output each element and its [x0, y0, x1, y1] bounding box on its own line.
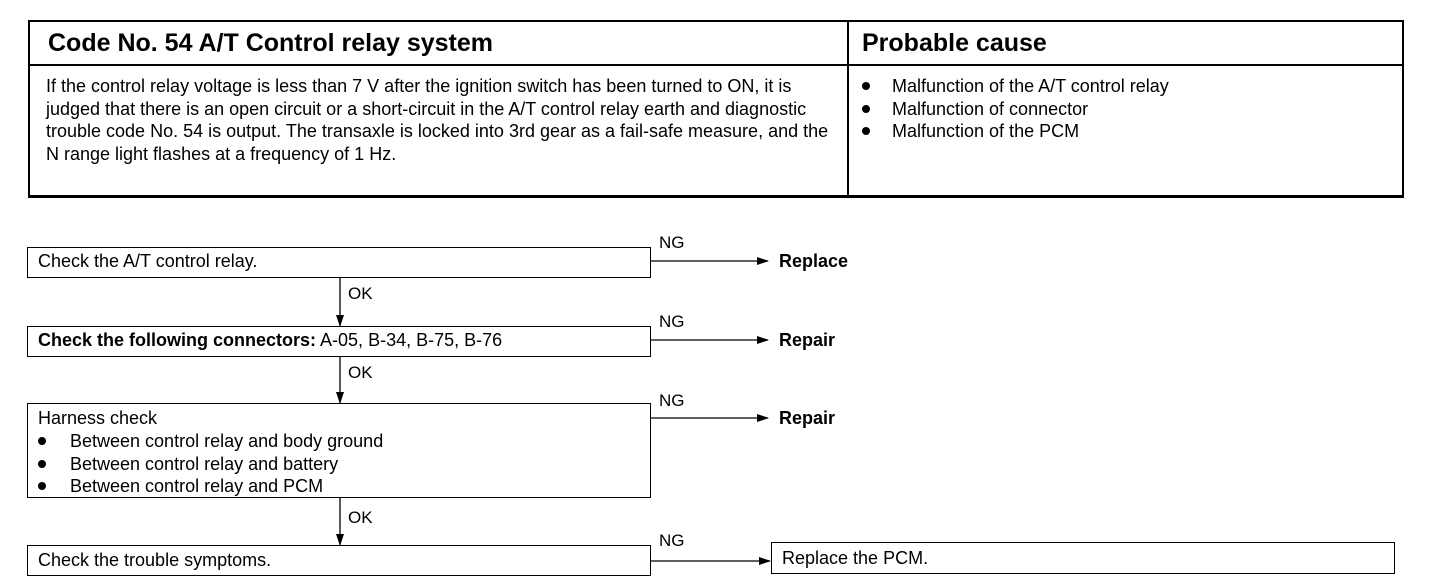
- step-check-relay: [27, 247, 651, 278]
- code-description: If the control relay voltage is less than 7 V after the ignition switch has been turned to ON, it is judged that there is an open circuit or a short-circuit in the A/T control relay earth and diagnostic trouble code No. 54 is output. The transaxle is locked into 3rd gear as a fail-safe measure, and the N range light flashes at a frequency of 1 Hz.: [46, 76, 829, 164]
- result-replace-pcm-box: [771, 542, 1395, 574]
- result-replace-pcm: Replace the PCM.: [782, 548, 929, 568]
- ok-label-1: OK: [348, 284, 373, 303]
- ng-label-2: NG: [659, 312, 685, 331]
- harness-check-item: Between control relay and PCM: [38, 475, 383, 498]
- step-harness-check: [27, 403, 651, 498]
- step-check-connectors: [27, 326, 651, 357]
- cause-item: Malfunction of connector: [862, 98, 1169, 121]
- step-check-connectors-text: A-05, B-34, B-75, B-76: [316, 330, 503, 350]
- ng-label-1: NG: [659, 233, 685, 252]
- harness-check-item: Between control relay and body ground: [38, 430, 383, 453]
- cause-item: Malfunction of the PCM: [862, 120, 1169, 143]
- step-check-symptoms-text: Check the trouble symptoms.: [38, 550, 272, 570]
- harness-check-title: Harness check: [38, 408, 158, 428]
- result-repair-harness: Repair: [779, 408, 836, 428]
- result-repair-connectors: Repair: [779, 330, 836, 350]
- ok-label-2: OK: [348, 363, 373, 382]
- ok-label-3: OK: [348, 508, 373, 527]
- harness-check-item: Between control relay and battery: [38, 453, 383, 476]
- harness-check-list: [38, 430, 383, 498]
- probable-cause-title: Probable cause: [862, 29, 1047, 57]
- step-check-symptoms: [27, 545, 651, 576]
- ng-label-4: NG: [659, 531, 685, 550]
- ng-label-3: NG: [659, 391, 685, 410]
- step-check-connectors-heading: Check the following connectors:: [38, 330, 317, 350]
- bullet-icon: [38, 460, 46, 468]
- bullet-icon: [38, 437, 46, 445]
- cause-item: Malfunction of the A/T control relay: [862, 75, 1169, 98]
- step-check-relay-text: Check the A/T control relay.: [38, 251, 258, 271]
- bullet-icon: [38, 482, 46, 490]
- code-title: Code No. 54 A/T Control relay system: [48, 29, 494, 57]
- result-replace: Replace: [779, 251, 849, 271]
